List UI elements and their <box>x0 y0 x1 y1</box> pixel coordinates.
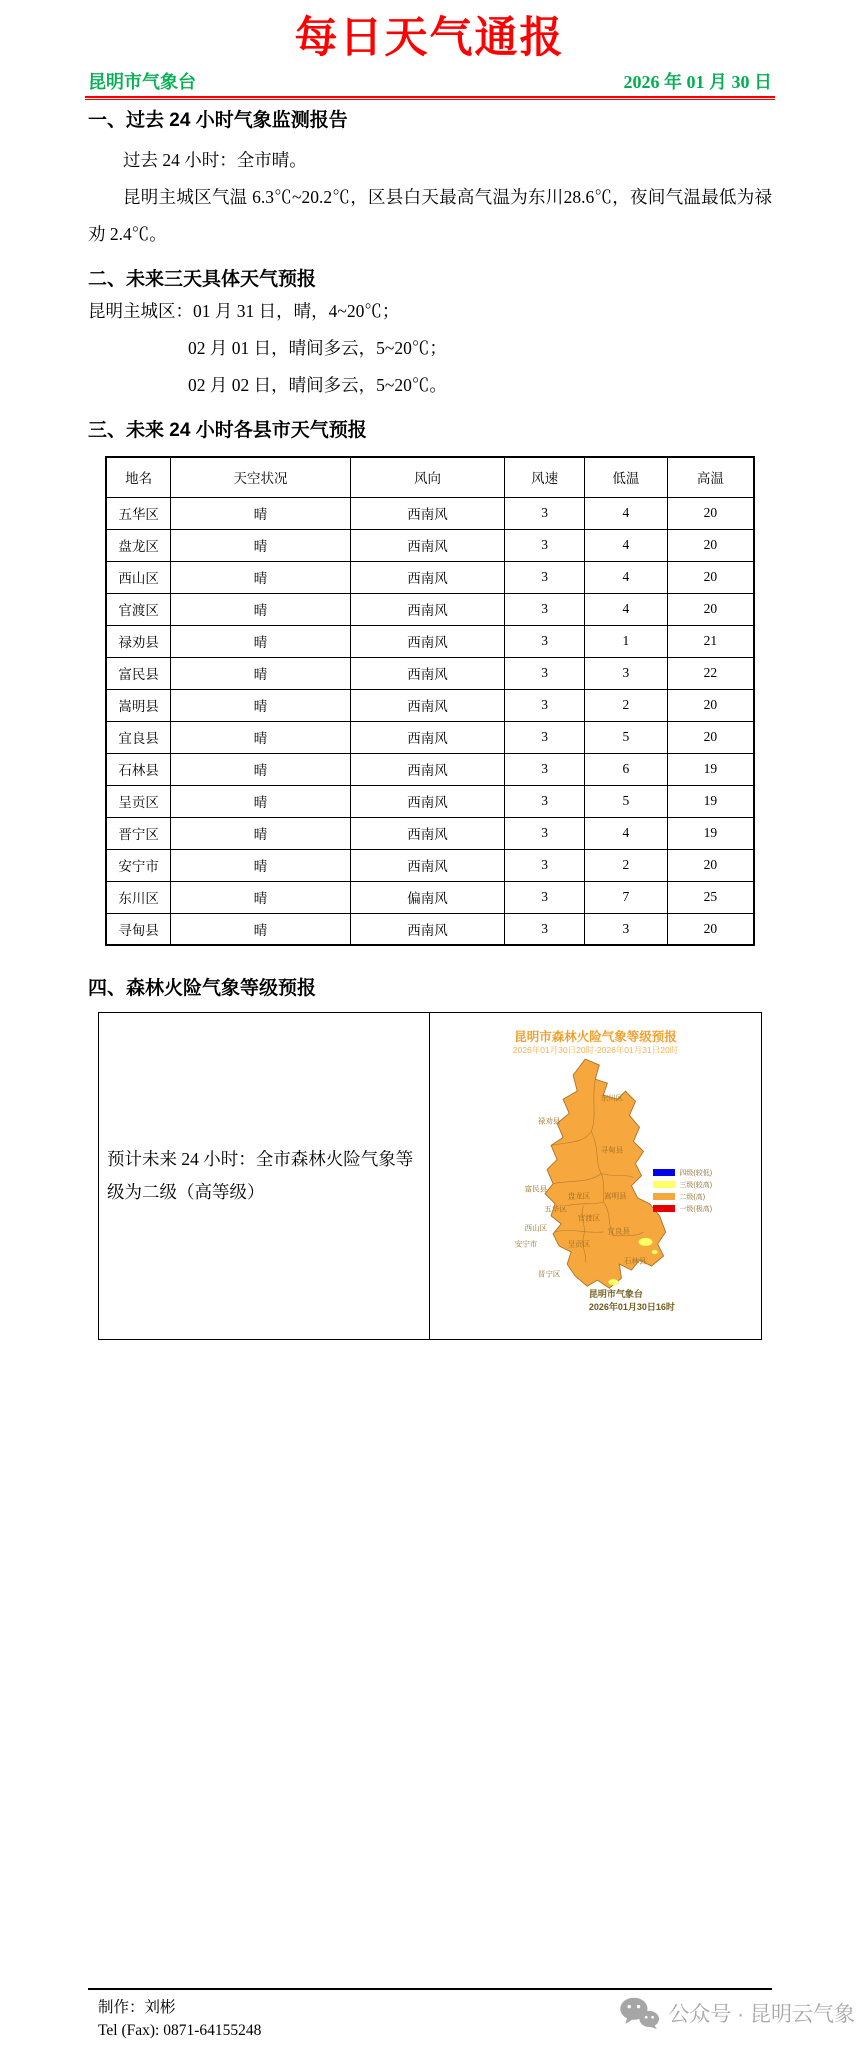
table-cell: 晴 <box>171 689 350 721</box>
table-cell: 西南风 <box>350 913 505 945</box>
table-cell: 6 <box>584 753 667 785</box>
table-cell: 3 <box>505 497 585 529</box>
past24h-temperatures: 昆明主城区气温 6.3℃~20.2℃，区县白天最高气温为东川28.6℃，夜间气温最低为禄劝 2.4℃。 <box>88 187 772 244</box>
table-cell: 西南风 <box>350 593 505 625</box>
table-header-row <box>106 457 754 497</box>
table-cell: 4 <box>584 561 667 593</box>
table-cell: 3 <box>505 593 585 625</box>
legend-label: 二级(高) <box>679 1193 706 1201</box>
table-cell: 西南风 <box>350 721 505 753</box>
table-cell: 晴 <box>171 561 350 593</box>
table-cell: 偏南风 <box>350 881 505 913</box>
district-label: 安宁市 <box>514 1239 538 1249</box>
table-cell: 3 <box>505 849 585 881</box>
legend-label: 一级(极高) <box>679 1205 713 1213</box>
table-cell: 22 <box>667 657 754 689</box>
district-label: 石林县 <box>623 1256 647 1266</box>
table-row <box>106 753 754 785</box>
table-cell: 20 <box>667 593 754 625</box>
table-cell: 西南风 <box>350 657 505 689</box>
table-cell: 西南风 <box>350 785 505 817</box>
table-row <box>106 849 754 881</box>
table-cell: 5 <box>584 785 667 817</box>
table-cell: 晴 <box>171 753 350 785</box>
forecast-day1: 昆明主城区：01 月 31 日，晴，4~20℃； <box>88 301 400 321</box>
table-cell: 3 <box>505 913 585 945</box>
table-cell: 石林县 <box>106 753 171 785</box>
table-cell: 西南风 <box>350 817 505 849</box>
fire-danger-text-cell <box>99 1013 430 1339</box>
table-row <box>106 657 754 689</box>
footer-tel: Tel (Fax): 0871-64155248 <box>98 2022 262 2039</box>
county-forecast-table <box>105 456 755 946</box>
table-cell: 官渡区 <box>106 593 171 625</box>
table-cell: 1 <box>584 625 667 657</box>
table-cell: 25 <box>667 881 754 913</box>
district-label: 晋宁区 <box>537 1269 561 1279</box>
table-cell: 晴 <box>171 657 350 689</box>
table-row <box>106 497 754 529</box>
table-cell: 西南风 <box>350 529 505 561</box>
section2-heading: 二、未来三天具体天气预报 <box>88 269 317 290</box>
table-cell: 3 <box>505 689 585 721</box>
table-cell: 3 <box>505 881 585 913</box>
page-title: 每日天气通报 <box>294 15 565 62</box>
legend-label: 四级(较低) <box>679 1169 713 1177</box>
table-cell: 20 <box>667 529 754 561</box>
table-cell: 晴 <box>171 785 350 817</box>
forecast-day3: 02 月 02 日，晴间多云，5~20℃。 <box>188 375 447 395</box>
fire-danger-map-cell <box>430 1013 761 1339</box>
table-row <box>106 593 754 625</box>
wechat-icon <box>618 1996 660 2030</box>
legend-item <box>653 1204 712 1214</box>
table-cell: 4 <box>584 497 667 529</box>
table-cell: 3 <box>505 529 585 561</box>
table-cell: 20 <box>667 497 754 529</box>
table-cell: 5 <box>584 721 667 753</box>
district-label: 禄劝县 <box>537 1116 561 1126</box>
table-cell: 3 <box>584 657 667 689</box>
table-cell: 西南风 <box>350 753 505 785</box>
table-cell: 21 <box>667 625 754 657</box>
table-cell: 富民县 <box>106 657 171 689</box>
table-cell: 3 <box>505 817 585 849</box>
table-cell: 寻甸县 <box>106 913 171 945</box>
table-header-cell: 低温 <box>584 457 667 497</box>
table-cell: 3 <box>505 785 585 817</box>
table-cell: 安宁市 <box>106 849 171 881</box>
table-row <box>106 625 754 657</box>
table-header-cell: 天空状况 <box>171 457 350 497</box>
table-cell: 晋宁区 <box>106 817 171 849</box>
table-cell: 西南风 <box>350 849 505 881</box>
table-row <box>106 689 754 721</box>
table-header-cell: 高温 <box>667 457 754 497</box>
fire-level-legend <box>653 1168 712 1216</box>
legend-swatch <box>653 1205 675 1212</box>
agency-name: 昆明市气象台 <box>88 72 196 92</box>
table-cell: 4 <box>584 817 667 849</box>
section1-heading: 一、过去 24 小时气象监测报告 <box>88 110 348 131</box>
table-row <box>106 785 754 817</box>
table-cell: 晴 <box>171 497 350 529</box>
watermark-text: 公众号 · 昆明云气象 <box>668 2003 855 2026</box>
table-row <box>106 721 754 753</box>
table-cell: 晴 <box>171 593 350 625</box>
table-cell: 19 <box>667 753 754 785</box>
table-cell: 3 <box>505 657 585 689</box>
table-cell: 呈贡区 <box>106 785 171 817</box>
footer-maker: 制作：刘彬 <box>98 1999 176 2016</box>
district-label: 宜良县 <box>607 1226 630 1236</box>
table-cell: 西南风 <box>350 561 505 593</box>
table-row <box>106 881 754 913</box>
district-label: 官渡区 <box>577 1213 601 1223</box>
table-cell: 20 <box>667 913 754 945</box>
table-cell: 20 <box>667 849 754 881</box>
table-header-cell: 地名 <box>106 457 171 497</box>
red-double-divider <box>85 96 775 100</box>
fire-danger-box <box>98 1012 762 1340</box>
table-cell: 晴 <box>171 625 350 657</box>
report-date: 2026 年 01 月 30 日 <box>623 72 772 92</box>
wechat-watermark <box>618 1996 855 2030</box>
document-body <box>88 108 772 1340</box>
table-cell: 西南风 <box>350 689 505 721</box>
table-cell: 嵩明县 <box>106 689 171 721</box>
past24h-summary: 过去 24 小时：全市晴。 <box>123 150 307 170</box>
forecast-day2: 02 月 01 日，晴间多云，5~20℃； <box>188 338 447 358</box>
map-subtitle: 2026年01月30日20时-2026年01月31日20时 <box>512 1045 679 1055</box>
table-cell: 东川区 <box>106 881 171 913</box>
table-cell: 西南风 <box>350 625 505 657</box>
table-header-cell: 风向 <box>350 457 505 497</box>
table-cell: 3 <box>505 721 585 753</box>
district-label: 寻甸县 <box>600 1145 624 1155</box>
table-cell: 西山区 <box>106 561 171 593</box>
legend-item <box>653 1180 712 1190</box>
map-attribution <box>589 1288 675 1314</box>
district-label: 西山区 <box>524 1223 548 1233</box>
table-row <box>106 817 754 849</box>
legend-swatch <box>653 1181 675 1188</box>
table-cell: 3 <box>505 561 585 593</box>
table-cell: 19 <box>667 817 754 849</box>
district-label: 富民县 <box>524 1184 548 1194</box>
table-row <box>106 529 754 561</box>
legend-item <box>653 1192 712 1202</box>
district-label: 五华区 <box>544 1204 568 1214</box>
table-cell: 晴 <box>171 529 350 561</box>
table-cell: 19 <box>667 785 754 817</box>
district-label: 呈贡区 <box>567 1239 591 1249</box>
table-cell: 4 <box>584 593 667 625</box>
table-row <box>106 913 754 945</box>
table-cell: 20 <box>667 721 754 753</box>
table-cell: 盘龙区 <box>106 529 171 561</box>
table-row <box>106 561 754 593</box>
footer-contact <box>98 1996 261 2042</box>
table-cell: 7 <box>584 881 667 913</box>
legend-label: 三级(较高) <box>679 1181 713 1189</box>
legend-swatch <box>653 1169 675 1176</box>
header-row <box>88 68 772 94</box>
table-cell: 西南风 <box>350 497 505 529</box>
table-cell: 2 <box>584 689 667 721</box>
fire-danger-forecast: 预计未来 24 小时：全市森林火险气象等级为二级（高等级） <box>107 1149 414 1202</box>
table-cell: 3 <box>505 753 585 785</box>
table-cell: 20 <box>667 561 754 593</box>
table-cell: 晴 <box>171 913 350 945</box>
table-cell: 2 <box>584 849 667 881</box>
table-cell: 宜良县 <box>106 721 171 753</box>
table-cell: 晴 <box>171 721 350 753</box>
section3-heading: 三、未来 24 小时各县市天气预报 <box>88 420 367 441</box>
district-label: 嵩明县 <box>604 1191 627 1201</box>
table-cell: 五华区 <box>106 497 171 529</box>
map-attribution-time: 2026年01月30日16时 <box>588 1302 675 1313</box>
table-cell: 禄劝县 <box>106 625 171 657</box>
map-attribution-agency: 昆明市气象台 <box>588 1289 643 1300</box>
table-cell: 晴 <box>171 881 350 913</box>
table-cell: 3 <box>584 913 667 945</box>
table-cell: 3 <box>505 625 585 657</box>
legend-swatch <box>653 1193 675 1200</box>
district-label: 盘龙区 <box>567 1191 591 1201</box>
table-cell: 晴 <box>171 817 350 849</box>
table-cell: 4 <box>584 529 667 561</box>
table-cell: 晴 <box>171 849 350 881</box>
legend-item <box>653 1168 712 1178</box>
district-label: 东川区 <box>600 1093 624 1103</box>
map-title: 昆明市森林火险气象等级预报 <box>514 1030 677 1044</box>
table-header-cell: 风速 <box>505 457 585 497</box>
footer-divider <box>88 1988 772 1990</box>
section4-heading: 四、森林火险气象等级预报 <box>88 978 317 999</box>
table-cell: 20 <box>667 689 754 721</box>
